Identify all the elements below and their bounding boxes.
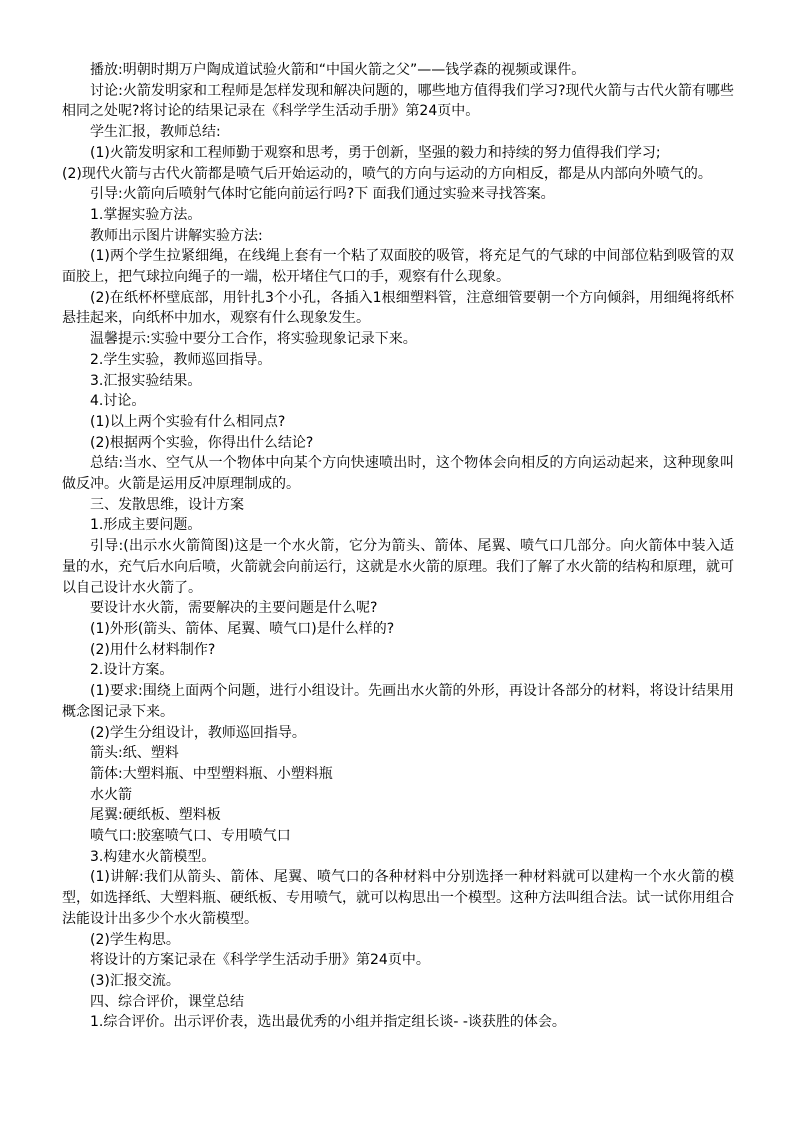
paragraph: 3.汇报实验结果。 <box>90 372 202 389</box>
paragraph: (2)现代火箭与古代火箭都是喷气后开始运动的，喷气的方向与运动的方向相反，都是从内部向外喷气的。 <box>62 165 712 182</box>
paragraph: 2.学生实验，教师巡回指导。 <box>90 351 272 368</box>
paragraph: (1)以上两个实验有什么相同点? <box>90 413 286 430</box>
paragraph: 总结:当水、空气从一个物体中向某个方向快速喷出时，这个物体会向相反的方向运动起来，这种现象叫做反冲。火箭是运用反冲原理制成的。 <box>62 455 734 493</box>
paragraph: 三、发散思维，设计方案 <box>90 496 244 513</box>
paragraph: (2)根据两个实验，你得出什么结论? <box>90 434 314 451</box>
paragraph: (2)学生构思。 <box>90 931 180 948</box>
document-body <box>62 60 734 1033</box>
paragraph: 水火箭 <box>90 786 132 803</box>
paragraph: (2)用什么材料制作? <box>90 641 216 658</box>
paragraph: 箭体:大塑料瓶、中型塑料瓶、小塑料瓶 <box>90 765 333 782</box>
paragraph: (3)汇报交流。 <box>90 972 180 989</box>
paragraph: 温馨提示:实验中要分工合作，将实验现象记录下来。 <box>90 331 417 348</box>
paragraph: 四、综合评价，课堂总结 <box>90 993 244 1010</box>
paragraph: 要设计水火箭，需要解决的主要问题是什么呢? <box>90 600 378 617</box>
paragraph: 箭头:纸、塑料 <box>90 745 179 762</box>
paragraph: (1)要求:围绕上面两个问题，进行小组设计。先画出水火箭的外形，再设计各部分的材料，将设计结果用概念图记录下来。 <box>62 683 734 720</box>
paragraph: 引导:(出示水火箭简图)这是一个水火箭，它分为箭头、箭体、尾翼、喷气口几部分。向火箭体中装入适量的水，充气后水向后喷，火箭就会向前运行，这就是水火箭的原理。我们了解了水火箭的结构和原理，就可以自己设计水火箭了。 <box>62 538 734 596</box>
paragraph: 2.设计方案。 <box>90 662 174 679</box>
paragraph: 1.掌握实验方法。 <box>90 206 202 223</box>
paragraph: 1.形成主要问题。 <box>90 517 202 534</box>
paragraph: (1)讲解:我们从箭头、箭体、尾翼、喷气口的各种材料中分别选择一种材料就可以建构一个水火箭的模型，如选择纸、大塑料瓶、硬纸板、专用喷气，就可以构思出一个模型。这种方法叫组合法。试一试你用组合法能设计出多少个水火箭模型。 <box>62 869 734 927</box>
paragraph: (1)两个学生拉紧细绳，在线绳上套有一个粘了双面胶的吸管，将充足气的气球的中间部位粘到吸管的双面胶上，把气球拉向绳子的一端，松开堵住气口的手，观察有什么现象。 <box>62 248 734 286</box>
paragraph: (2)在纸杯杯壁底部，用针扎3个小孔，各插入1根细塑料管，注意细管要朝一个方向倾斜，用细绳将纸杯悬挂起来，向纸杯中加水，观察有什么现象发生。 <box>62 289 734 327</box>
paragraph: 尾翼:硬纸板、塑料板 <box>90 807 221 824</box>
paragraph: 学生汇报，教师总结: <box>90 124 221 141</box>
paragraph: 教师出示图片讲解实验方法: <box>90 227 263 244</box>
paragraph: 喷气口:胶塞喷气口、专用喷气口 <box>90 828 291 845</box>
paragraph: 讨论:火箭发明家和工程师是怎样发现和解决问题的，哪些地方值得我们学习?现代火箭与古代火箭有哪些相同之处呢?将讨论的结果记录在《科学学生活动手册》第24页中。 <box>62 82 734 120</box>
paragraph: (2)学生分组设计，教师巡回指导。 <box>90 724 306 741</box>
paragraph: (1)外形(箭头、箭体、尾翼、喷气口)是什么样的? <box>90 620 395 637</box>
paragraph: 播放:明朝时期万户陶成道试验火箭和“中国火箭之父”——钱学森的视频或课件。 <box>90 62 586 78</box>
paragraph: 将设计的方案记录在《科学学生活动手册》第24页中。 <box>90 952 430 969</box>
paragraph: 4.讨论。 <box>90 393 146 410</box>
paragraph: 3.构建水火箭模型。 <box>90 848 216 865</box>
paragraph: (1)火箭发明家和工程师勤于观察和思考，勇于创新，坚强的毅力和持续的努力值得我们学习; <box>90 144 661 161</box>
paragraph: 1.综合评价。出示评价表，选出最优秀的小组并指定组长谈- -谈获胜的体会。 <box>90 1014 566 1031</box>
paragraph: 引导:火箭向后喷射气体时它能向前运行吗?下 面我们通过实验来寻找答案。 <box>90 186 555 203</box>
